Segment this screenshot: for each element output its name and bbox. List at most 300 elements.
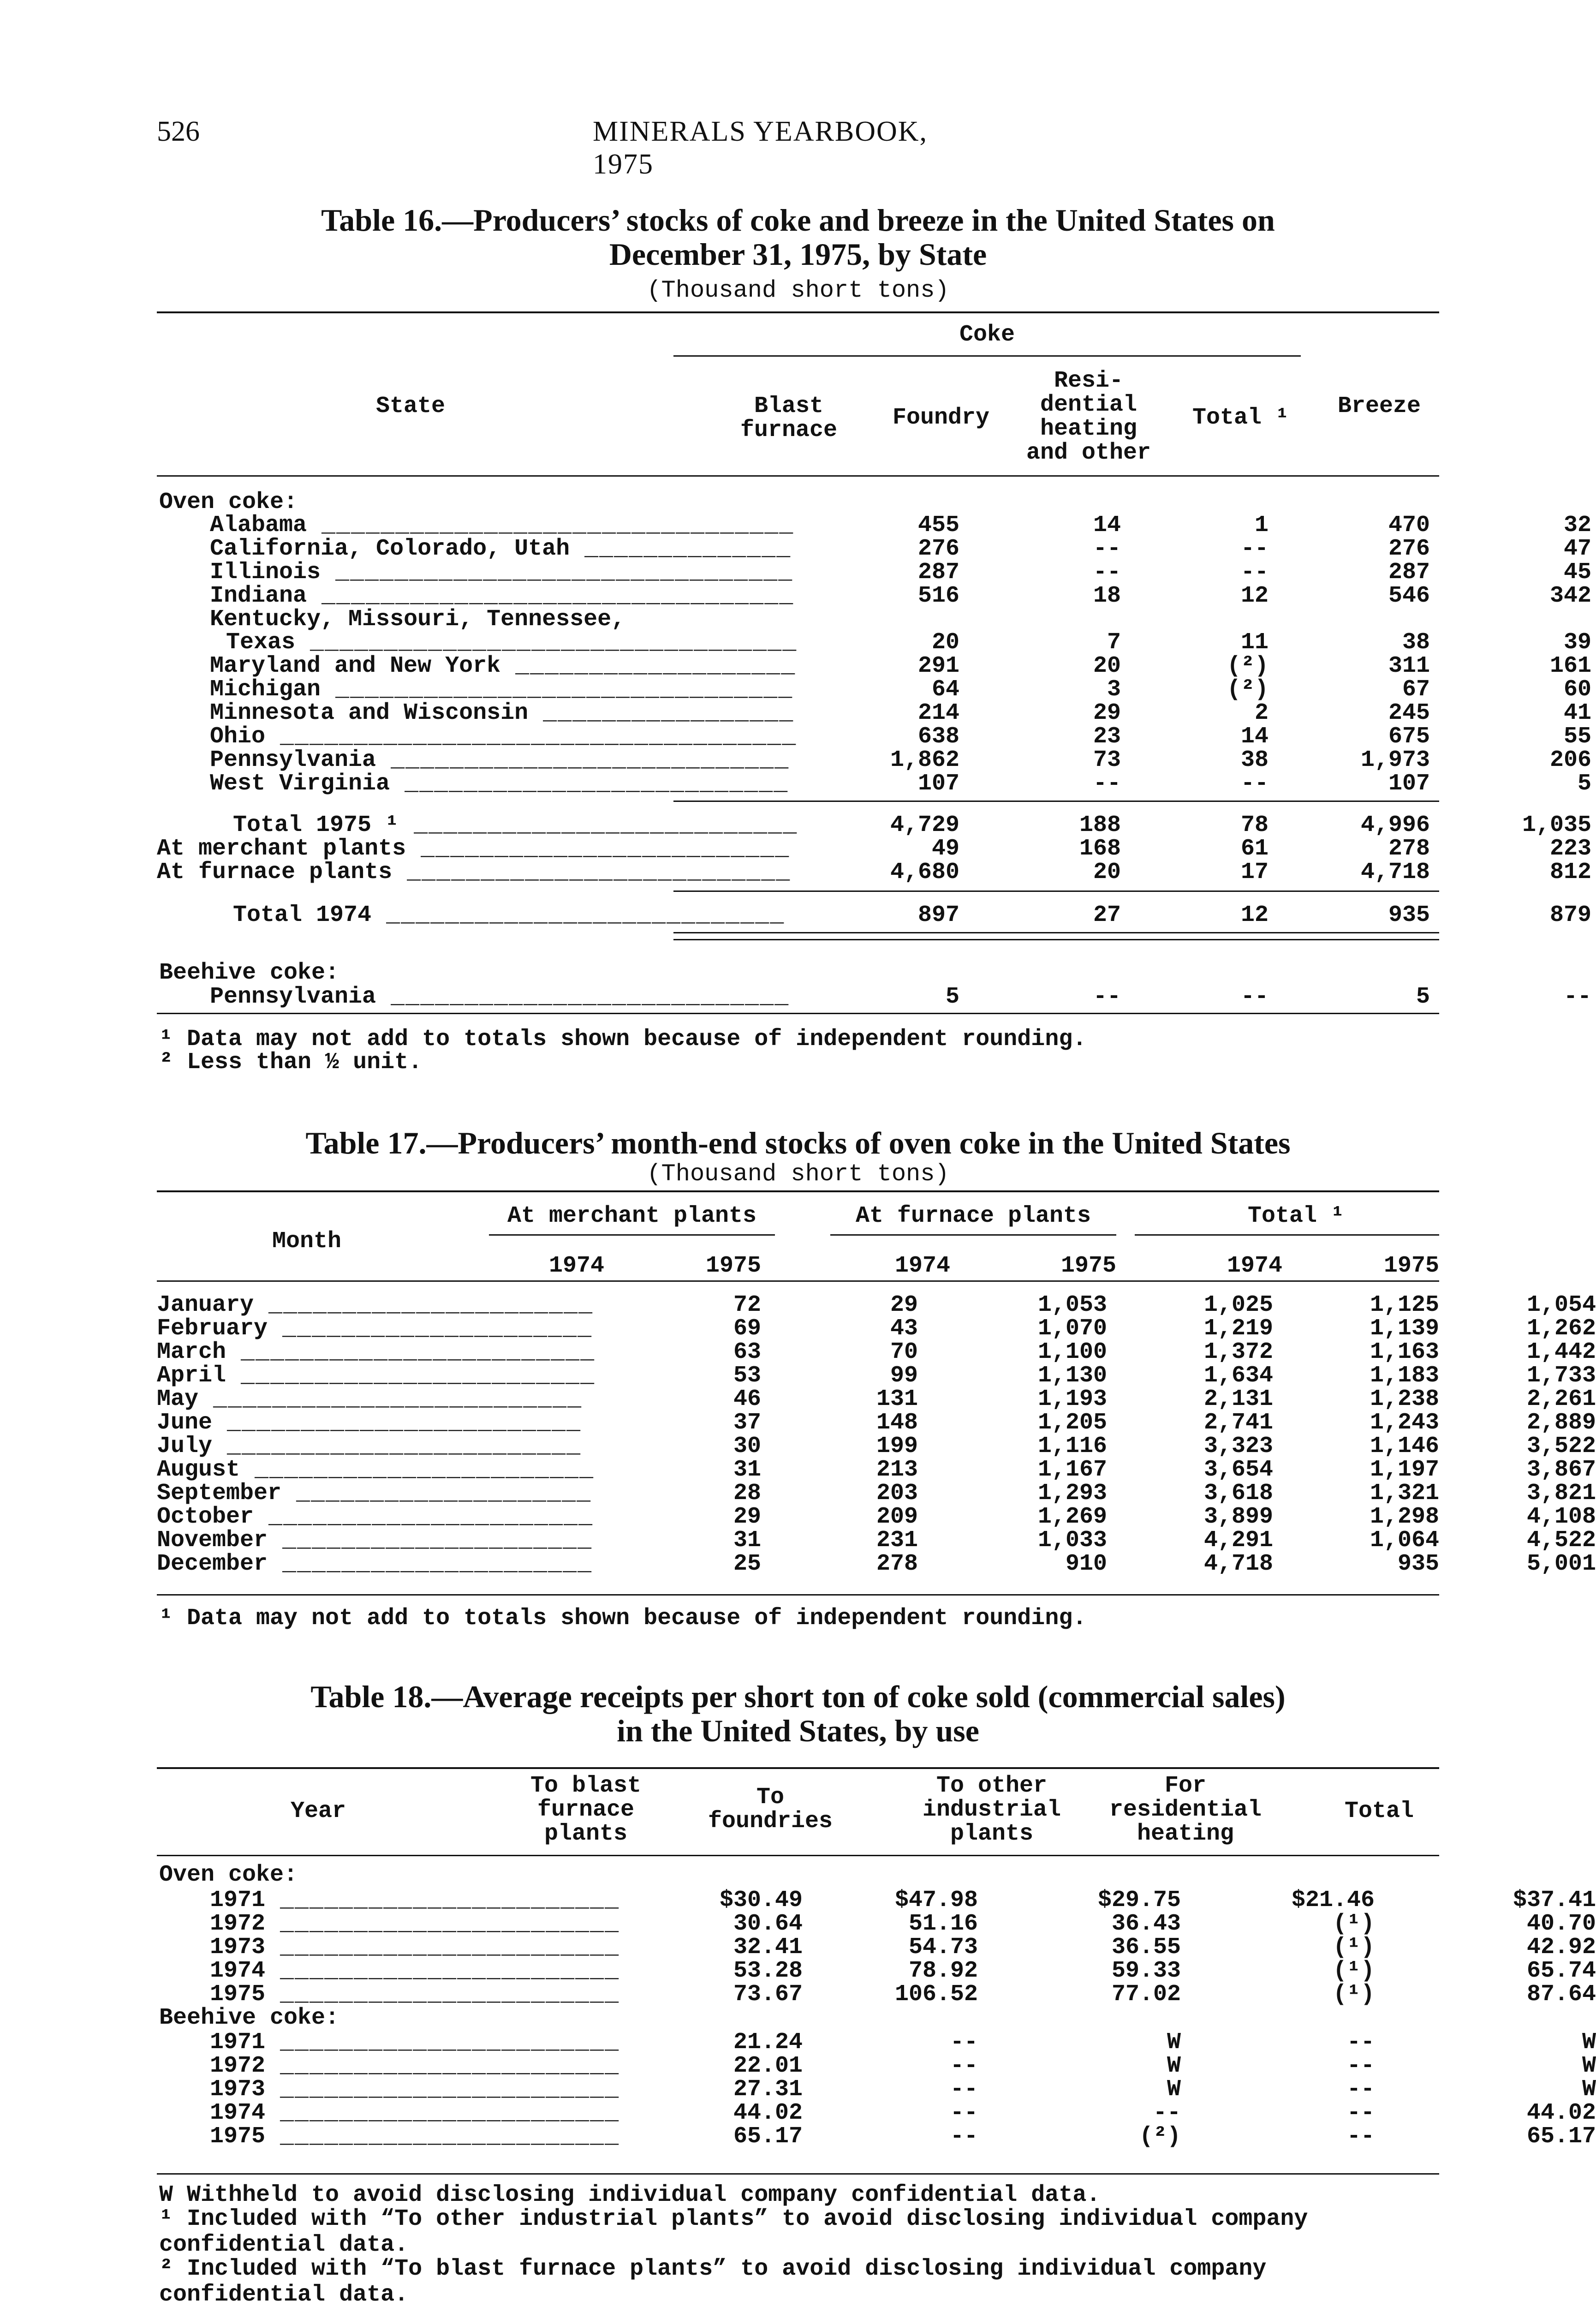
row-label-text: March	[157, 1339, 226, 1365]
table16-section-beehive: Beehive coke:	[159, 960, 339, 986]
row-label	[210, 2029, 619, 2056]
cell-other: $29.75	[1097, 1887, 1181, 1913]
cell-total: 107	[1388, 771, 1430, 797]
cell-blast: 44.02	[733, 2100, 803, 2126]
cell-blast: 276	[917, 536, 959, 562]
cell-total: 65.74	[1526, 1958, 1596, 1984]
table17-top-rule	[157, 1190, 1439, 1192]
table16-header-rule	[157, 475, 1439, 477]
leader-dots: _______________________	[240, 1457, 595, 1483]
row-label	[210, 723, 797, 750]
cell-breeze: 45	[1563, 559, 1591, 586]
cell-m75: 278	[876, 1551, 918, 1577]
cell-total: 42.92	[1526, 1934, 1596, 1960]
table17-row	[157, 1292, 1596, 1318]
table17-row	[157, 1363, 1596, 1389]
cell-f75: 4,291	[1203, 1527, 1273, 1554]
cell-resid: 38	[1240, 747, 1268, 773]
cell-t75: 2,261	[1526, 1386, 1596, 1412]
table18-beehive-row	[157, 2123, 1596, 2150]
leader-dots: _____________________	[268, 1315, 593, 1342]
cell-breeze: 161	[1549, 653, 1591, 679]
leader-dots: _______________________	[265, 2123, 620, 2150]
h18-resid-1: For	[1164, 1773, 1206, 1799]
row-label	[157, 1527, 592, 1554]
leader-dots: ________________________	[226, 1363, 596, 1389]
cell-total: 470	[1388, 512, 1430, 538]
cell-blast: $30.49	[719, 1887, 803, 1913]
table17-row	[157, 1504, 1596, 1530]
table17-row	[157, 1527, 1596, 1554]
cell-breeze: 342	[1549, 583, 1591, 609]
cell-foundry: 23	[1093, 723, 1121, 750]
cell-foundry: 188	[1079, 812, 1121, 838]
cell-blast: 21.24	[733, 2029, 803, 2056]
cell-resid: $21.46	[1291, 1887, 1375, 1913]
row-label-text: 1972	[210, 2053, 266, 2079]
row-label	[157, 1457, 594, 1483]
cell-f75: 1,025	[1203, 1292, 1273, 1318]
cell-resid: 1	[1254, 512, 1268, 538]
row-label	[157, 1339, 595, 1365]
cell-resid: 12	[1240, 583, 1268, 609]
table18-oven-row	[157, 1911, 1596, 1937]
row-label-text: 1975	[210, 1981, 266, 2008]
table17-row	[157, 1339, 1596, 1365]
table16-total-row	[157, 836, 1591, 862]
leader-dots: _______________________	[265, 1911, 620, 1937]
cell-t74: 1,197	[1370, 1457, 1439, 1483]
row-label-text: December	[157, 1551, 268, 1577]
row-label	[210, 536, 791, 562]
cell-blast: 214	[917, 700, 959, 726]
cell-f74: 1,033	[1037, 1527, 1107, 1554]
row-label-text: February	[157, 1315, 268, 1342]
table16-header-residential	[1015, 369, 1162, 465]
h18-resid-2: residential	[1109, 1797, 1262, 1823]
table17-title: Table 17.—Producers’ month-end stocks of oven coke in the United States	[305, 1125, 1291, 1160]
cell-f75: 1,372	[1203, 1339, 1273, 1365]
cell-f74: 1,100	[1037, 1339, 1107, 1365]
cell-m75: 209	[876, 1504, 918, 1530]
cell-breeze: --	[1563, 984, 1591, 1010]
table18-header-other	[904, 1774, 1079, 1846]
cell-foundries: 106.52	[894, 1981, 978, 2008]
leader-dots: ___________________________	[371, 902, 785, 928]
cell-m74: 63	[733, 1339, 761, 1365]
cell-total: 67	[1402, 676, 1430, 703]
cell-foundries: 51.16	[908, 1911, 978, 1937]
table17-year-header: 1974	[1227, 1253, 1282, 1279]
table18-footnote-2: ² Included with “To blast furnace plants” to avoid disclosing individual company confidential data.	[159, 2256, 1267, 2307]
cell-m74: 69	[733, 1315, 761, 1342]
table16-row	[157, 723, 1591, 750]
cell-resid: (¹)	[1333, 1958, 1375, 1984]
cell-blast: 107	[917, 771, 959, 797]
table16-title-line1: Table 16.—Producers’ stocks of coke and breeze in the United States on	[321, 203, 1275, 238]
cell-m75: 231	[876, 1527, 918, 1554]
cell-resid: --	[1346, 2100, 1375, 2126]
cell-blast: 49	[931, 836, 959, 862]
table18-header-rule	[157, 1855, 1439, 1856]
cell-resid: (¹)	[1333, 1981, 1375, 2008]
leader-dots: _______________________________	[321, 559, 793, 586]
row-label-text: 1974	[210, 1958, 266, 1984]
table16-row	[157, 771, 1591, 797]
cell-blast: 1,862	[890, 747, 959, 773]
cell-m75: 99	[890, 1363, 918, 1389]
cell-t74: 1,163	[1370, 1339, 1439, 1365]
cell-f75: 2,131	[1203, 1386, 1273, 1412]
leader-dots: ___________________	[500, 653, 796, 679]
cell-total: 311	[1388, 653, 1430, 679]
cell-foundries: --	[950, 2053, 978, 2079]
cell-total: W	[1582, 2053, 1596, 2079]
row-label-text: West Virginia	[210, 771, 390, 797]
row-label-text: Kentucky, Missouri, Tennessee,	[210, 606, 625, 633]
table16-title	[157, 203, 1439, 271]
cell-blast: 291	[917, 653, 959, 679]
row-label	[210, 1934, 619, 1960]
h18-foundries-2: foundries	[708, 1808, 833, 1835]
cell-blast: 64	[931, 676, 959, 703]
table16-row	[157, 583, 1591, 609]
table16-footnote-1: ¹ Data may not add to totals shown because of independent rounding.	[159, 1026, 1087, 1052]
row-label	[233, 902, 785, 928]
cell-foundry: --	[1093, 559, 1121, 586]
cell-foundries: 78.92	[908, 1958, 978, 1984]
row-label	[210, 512, 794, 538]
leader-dots: _______________________	[265, 1958, 620, 1984]
h18-foundries-1: To	[756, 1784, 784, 1811]
cell-resid: (²)	[1227, 653, 1268, 679]
cell-total: 65.17	[1526, 2123, 1596, 2150]
cell-t75: 1,442	[1526, 1339, 1596, 1365]
cell-foundry: 14	[1093, 512, 1121, 538]
row-label	[233, 812, 798, 838]
leader-dots: _______________________________	[321, 676, 793, 703]
row-label	[210, 1958, 619, 1984]
table17-row	[157, 1433, 1596, 1459]
row-label-text: Total 1975 ¹	[233, 812, 399, 838]
leader-dots: ______________	[570, 536, 792, 562]
cell-total: 5	[1416, 984, 1430, 1010]
row-label-text: November	[157, 1527, 268, 1554]
row-label	[157, 1504, 593, 1530]
cell-total: 276	[1388, 536, 1430, 562]
cell-m75: 131	[876, 1386, 918, 1412]
cell-resid: 11	[1240, 629, 1268, 656]
leader-dots: _______________________	[265, 2053, 620, 2079]
cell-other: --	[1153, 2100, 1181, 2126]
table16-beehive-row	[157, 984, 1591, 1010]
leader-dots: ______________________	[254, 1292, 594, 1318]
cell-m75: 199	[876, 1433, 918, 1459]
cell-m74: 29	[733, 1504, 761, 1530]
row-label-text: California, Colorado, Utah	[210, 536, 570, 562]
table16-section-oven: Oven coke:	[159, 489, 298, 515]
cell-f75: 4,718	[1203, 1551, 1273, 1577]
cell-t74: 1,146	[1370, 1433, 1439, 1459]
cell-blast: 27.31	[733, 2076, 803, 2103]
table17-row	[157, 1410, 1596, 1436]
cell-foundries: --	[950, 2100, 978, 2126]
table18-bottom-rule	[157, 2173, 1439, 2175]
row-label-text: 1972	[210, 1911, 266, 1937]
cell-foundry: 3	[1107, 676, 1121, 703]
cell-m74: 30	[733, 1433, 761, 1459]
cell-total: 44.02	[1526, 2100, 1596, 2126]
cell-foundry: --	[1093, 984, 1121, 1010]
cell-resid: 61	[1240, 836, 1268, 862]
cell-breeze: 60	[1563, 676, 1591, 703]
cell-t75: 1,054	[1526, 1292, 1596, 1318]
table16-top-rule	[157, 311, 1439, 313]
cell-breeze: 41	[1563, 700, 1591, 726]
table18-title	[157, 1679, 1439, 1748]
cell-resid: 12	[1240, 902, 1268, 928]
cell-blast: 287	[917, 559, 959, 586]
cell-resid: 14	[1240, 723, 1268, 750]
table17-year-header: 1975	[1060, 1253, 1116, 1279]
leader-dots: _________________________	[198, 1386, 583, 1412]
table16-total-row	[157, 812, 1591, 838]
row-label-text: 1974	[210, 2100, 266, 2126]
row-label-text: Maryland and New York	[210, 653, 501, 679]
cell-breeze: 206	[1549, 747, 1591, 773]
table17-header-total: Total ¹	[1247, 1203, 1345, 1229]
leader-dots: _______________________	[265, 1981, 620, 2008]
table18-beehive-row	[157, 2029, 1596, 2056]
table18-oven-row	[157, 1958, 1596, 1984]
row-label-text: Pennsylvania	[210, 747, 376, 773]
table16-subtotal-rule	[673, 801, 1439, 802]
leader-dots: _______________________	[265, 2076, 620, 2103]
cell-total: 1,973	[1360, 747, 1430, 773]
leader-dots: _______________________	[265, 2029, 620, 2056]
cell-t74: 1,243	[1370, 1410, 1439, 1436]
row-label-text: Indiana	[210, 583, 307, 609]
cell-foundry: 27	[1093, 902, 1121, 928]
cell-total: $37.41	[1513, 1887, 1596, 1913]
cell-total: 287	[1388, 559, 1430, 586]
cell-breeze: 55	[1563, 723, 1591, 750]
table16-total1974-row	[157, 902, 1591, 928]
leader-dots: ________________________	[226, 1339, 596, 1365]
leader-dots: ________________________________	[307, 583, 794, 609]
table18-title-line2: in the United States, by use	[617, 1713, 979, 1748]
table17-footnote-1: ¹ Data may not add to totals shown because of independent rounding.	[159, 1605, 1087, 1632]
cell-blast: 4,680	[890, 859, 959, 885]
cell-t74: 1,183	[1370, 1363, 1439, 1389]
cell-m74: 53	[733, 1363, 761, 1389]
cell-total: 4,996	[1360, 812, 1430, 838]
cell-resid: 2	[1254, 700, 1268, 726]
row-label-text: Minnesota and Wisconsin	[210, 700, 529, 726]
table18-beehive-row	[157, 2053, 1596, 2079]
table17-year-header: 1974	[548, 1253, 604, 1279]
leader-dots: ___________________________	[376, 984, 790, 1010]
h-blast-2: furnace	[740, 417, 838, 443]
row-label-text: 1973	[210, 2076, 266, 2103]
cell-blast: 4,729	[890, 812, 959, 838]
table18-section-beehive: Beehive coke:	[159, 2005, 339, 2031]
cell-foundry: 20	[1093, 653, 1121, 679]
table17-header-furnace: At furnace plants	[855, 1203, 1091, 1229]
row-label-text: April	[157, 1363, 226, 1389]
cell-m75: 43	[890, 1315, 918, 1342]
leader-dots: ______________________	[254, 1504, 594, 1530]
row-label	[157, 1386, 582, 1412]
cell-blast: 32.41	[733, 1934, 803, 1960]
cell-breeze: 47	[1563, 536, 1591, 562]
cell-other: 36.43	[1111, 1911, 1181, 1937]
cell-t75: 1,733	[1526, 1363, 1596, 1389]
leader-dots: _______________________	[265, 2100, 620, 2126]
cell-t74: 1,298	[1370, 1504, 1439, 1530]
row-label	[210, 2053, 619, 2079]
page-number: 526	[157, 116, 200, 147]
cell-f75: 3,899	[1203, 1504, 1273, 1530]
cell-f74: 1,193	[1037, 1386, 1107, 1412]
cell-foundry: 18	[1093, 583, 1121, 609]
row-label-text: Alabama	[210, 512, 307, 538]
row-label-text: At merchant plants	[157, 836, 406, 862]
cell-foundry: 73	[1093, 747, 1121, 773]
row-label-text: September	[157, 1480, 282, 1506]
table16-header-state: State	[375, 393, 446, 419]
cell-foundries: $47.98	[894, 1887, 978, 1913]
cell-breeze: 39	[1563, 629, 1591, 656]
row-label-text: January	[157, 1292, 254, 1318]
h18-blast-3: plants	[544, 1821, 628, 1847]
leader-dots: ___________________________________	[265, 723, 797, 750]
cell-t74: 935	[1397, 1551, 1439, 1577]
cell-blast: 22.01	[733, 2053, 803, 2079]
cell-m74: 72	[733, 1292, 761, 1318]
cell-resid: (²)	[1227, 676, 1268, 703]
cell-other: 36.55	[1111, 1934, 1181, 1960]
cell-m75: 70	[890, 1339, 918, 1365]
h-resid-1: Resi-	[1054, 368, 1124, 394]
cell-foundries: --	[950, 2029, 978, 2056]
leader-dots: _______________________	[265, 1934, 620, 1960]
cell-blast: 65.17	[733, 2123, 803, 2150]
table18-top-rule	[157, 1767, 1439, 1769]
table17-row	[157, 1315, 1596, 1342]
cell-t75: 3,821	[1526, 1480, 1596, 1506]
cell-m75: 203	[876, 1480, 918, 1506]
table16-header-total: Total ¹	[1192, 405, 1290, 431]
cell-resid: --	[1346, 2029, 1375, 2056]
cell-resid: --	[1240, 984, 1268, 1010]
cell-f74: 1,269	[1037, 1504, 1107, 1530]
h18-blast-2: furnace	[537, 1797, 635, 1823]
cell-m75: 29	[890, 1292, 918, 1318]
row-label-text: Ohio	[210, 723, 266, 750]
table17-row	[157, 1551, 1596, 1577]
cell-t74: 1,238	[1370, 1386, 1439, 1412]
table16-row	[157, 747, 1591, 773]
cell-breeze: 1,035	[1522, 812, 1591, 838]
table17-row	[157, 1386, 1596, 1412]
cell-total: 87.64	[1526, 1981, 1596, 2008]
table17-year-header: 1975	[1383, 1253, 1439, 1279]
table18-header-foundries	[692, 1786, 849, 1834]
h18-blast-1: To blast	[530, 1773, 642, 1799]
table16-total1974-rule-top	[673, 891, 1439, 892]
table16-row	[157, 700, 1591, 726]
row-label	[210, 747, 789, 773]
table16-header-blast	[720, 394, 858, 442]
cell-f74: 1,130	[1037, 1363, 1107, 1389]
table17-total-rule	[1135, 1234, 1439, 1236]
cell-t75: 3,867	[1526, 1457, 1596, 1483]
table16-footnote-2: ² Less than ½ unit.	[159, 1049, 423, 1076]
cell-foundries: 54.73	[908, 1934, 978, 1960]
cell-resid: 78	[1240, 812, 1268, 838]
cell-resid: --	[1240, 559, 1268, 586]
table18-beehive-row	[157, 2076, 1596, 2103]
table18-section-oven: Oven coke:	[159, 1862, 298, 1888]
row-label-text: 1971	[210, 2029, 266, 2056]
cell-total: 675	[1388, 723, 1430, 750]
table16-row	[157, 559, 1591, 586]
cell-other: W	[1167, 2029, 1181, 2056]
row-label	[210, 676, 793, 703]
row-label-text: 1975	[210, 2123, 266, 2150]
cell-f75: 2,741	[1203, 1410, 1273, 1436]
cell-blast: 897	[917, 902, 959, 928]
h-resid-3: heating	[1040, 416, 1137, 442]
cell-f74: 1,116	[1037, 1433, 1107, 1459]
leader-dots: ___________________________	[376, 747, 790, 773]
table16-row	[157, 512, 1591, 538]
cell-f75: 1,219	[1203, 1315, 1273, 1342]
table16-total-row	[157, 859, 1591, 885]
table17-unit: (Thousand short tons)	[647, 1160, 949, 1188]
table18-header-residential	[1098, 1774, 1273, 1846]
row-label	[210, 2076, 619, 2103]
cell-foundry: --	[1093, 771, 1121, 797]
row-label	[210, 2100, 619, 2126]
table17-furnace-rule	[830, 1234, 1116, 1236]
cell-breeze: 879	[1549, 902, 1591, 928]
running-title: MINERALS YEARBOOK, 1975	[593, 116, 928, 180]
table17-year-header: 1974	[894, 1253, 950, 1279]
h18-resid-3: heating	[1137, 1821, 1234, 1847]
row-label-text: August	[157, 1457, 240, 1483]
table18-title-line1: Table 18.—Average receipts per short ton of coke sold (commercial sales)	[310, 1679, 1286, 1714]
cell-total: 38	[1402, 629, 1430, 656]
cell-m74: 37	[733, 1410, 761, 1436]
cell-f74: 1,070	[1037, 1315, 1107, 1342]
cell-resid: (¹)	[1333, 1934, 1375, 1960]
cell-f75: 3,618	[1203, 1480, 1273, 1506]
cell-resid: (¹)	[1333, 1911, 1375, 1937]
cell-total: 278	[1388, 836, 1430, 862]
cell-foundries: --	[950, 2076, 978, 2103]
h-resid-4: and other	[1026, 440, 1151, 466]
table16-row	[157, 629, 1591, 656]
row-label	[210, 771, 788, 797]
table16-header-coke: Coke	[959, 322, 1015, 348]
row-label	[210, 1981, 619, 2008]
h18-other-3: plants	[950, 1821, 1034, 1847]
h18-other-2: industrial	[922, 1797, 1061, 1823]
row-label	[210, 653, 796, 679]
row-label-text: Michigan	[210, 676, 321, 703]
